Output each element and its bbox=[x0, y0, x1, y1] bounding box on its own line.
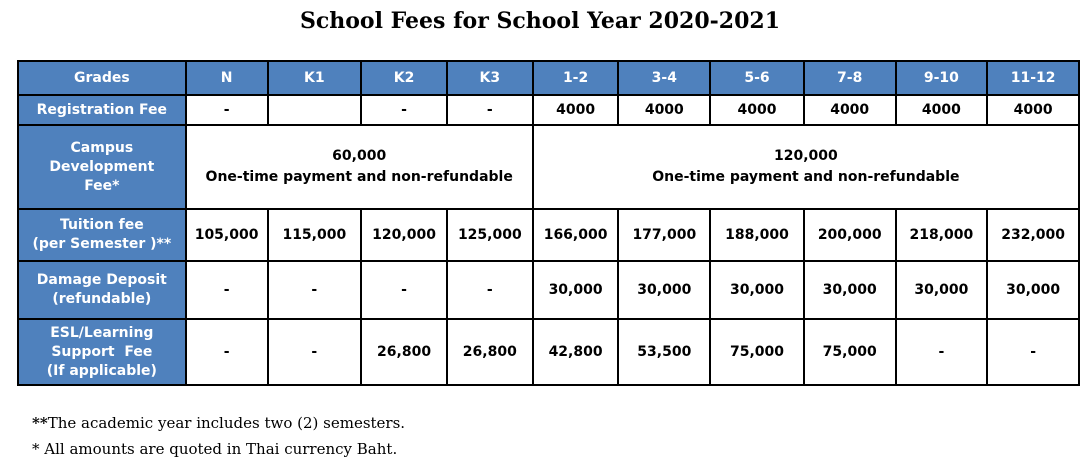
fee-cell: 4000 bbox=[533, 95, 619, 125]
fee-cell: 26,800 bbox=[447, 319, 533, 385]
campus-fee-amount: 120,000 bbox=[773, 148, 838, 164]
fee-cell: 75,000 bbox=[804, 319, 896, 385]
grade-header: K1 bbox=[268, 61, 362, 95]
fee-cell: 30,000 bbox=[804, 261, 896, 319]
fee-cell: 30,000 bbox=[710, 261, 804, 319]
label-line: ESL/Learning bbox=[50, 324, 154, 341]
fee-cell: 105,000 bbox=[186, 209, 268, 261]
fee-cell: 4000 bbox=[710, 95, 804, 125]
registration-fee-label: Registration Fee bbox=[18, 95, 186, 125]
fee-cell: 218,000 bbox=[896, 209, 988, 261]
fee-cell: 125,000 bbox=[447, 209, 533, 261]
fee-cell: - bbox=[268, 319, 362, 385]
tuition-fee-label bbox=[18, 209, 186, 261]
fee-cell: 30,000 bbox=[618, 261, 710, 319]
label-subline: (per Semester )** bbox=[32, 236, 172, 252]
fee-cell: 4000 bbox=[618, 95, 710, 125]
registration-fee-row bbox=[18, 95, 1079, 125]
fee-cell: - bbox=[447, 261, 533, 319]
fee-cell: 177,000 bbox=[618, 209, 710, 261]
fee-cell bbox=[268, 95, 362, 125]
fee-cell: 75,000 bbox=[710, 319, 804, 385]
grades-header-row bbox=[18, 61, 1079, 95]
grade-header: 9-10 bbox=[896, 61, 988, 95]
label-line: Damage Deposit bbox=[36, 272, 167, 288]
fee-cell: 115,000 bbox=[268, 209, 362, 261]
grades-header-label: Grades bbox=[18, 61, 186, 95]
campus-fee-note: One-time payment and non-refundable bbox=[652, 169, 960, 185]
esl-support-fee-label bbox=[18, 319, 186, 385]
label-line: Campus bbox=[70, 139, 134, 156]
fee-cell: - bbox=[186, 261, 268, 319]
grade-header: N bbox=[186, 61, 268, 95]
fee-cell: - bbox=[186, 95, 268, 125]
fee-cell: 30,000 bbox=[896, 261, 988, 319]
fee-cell: - bbox=[361, 261, 447, 319]
label-line: Support Fee bbox=[51, 343, 153, 360]
fee-cell: 4000 bbox=[987, 95, 1079, 125]
fee-cell: 42,800 bbox=[533, 319, 619, 385]
fee-cell: - bbox=[268, 261, 362, 319]
grade-header: 7-8 bbox=[804, 61, 896, 95]
fee-cell: 120,000 bbox=[361, 209, 447, 261]
fee-cell: 4000 bbox=[896, 95, 988, 125]
fee-cell: 30,000 bbox=[533, 261, 619, 319]
label-line: (If applicable) bbox=[46, 362, 157, 379]
fee-cell: 4000 bbox=[804, 95, 896, 125]
fee-cell: - bbox=[987, 319, 1079, 385]
primary-campus-fee bbox=[533, 125, 1079, 209]
fee-cell: 200,000 bbox=[804, 209, 896, 261]
currency-footnote: * All amounts are quoted in Thai currency Baht. bbox=[32, 440, 398, 458]
grade-header: 1-2 bbox=[533, 61, 619, 95]
grade-header: 11-12 bbox=[987, 61, 1079, 95]
grade-header: K2 bbox=[361, 61, 447, 95]
footnote-stars: ** bbox=[32, 414, 48, 432]
campus-fee-amount: 60,000 bbox=[332, 148, 387, 164]
fee-cell: 166,000 bbox=[533, 209, 619, 261]
campus-development-fee-label bbox=[18, 125, 186, 209]
kindergarten-campus-fee bbox=[186, 125, 533, 209]
semester-footnote bbox=[32, 414, 405, 432]
damage-deposit-row bbox=[18, 261, 1079, 319]
label-subline: (refundable) bbox=[52, 291, 152, 307]
damage-deposit-label bbox=[18, 261, 186, 319]
campus-fee-note: One-time payment and non-refundable bbox=[205, 169, 513, 185]
fee-cell: - bbox=[361, 95, 447, 125]
campus-development-fee-row bbox=[18, 125, 1079, 209]
footnote-text: The academic year includes two (2) semesters. bbox=[47, 414, 406, 432]
label-line: Tuition fee bbox=[59, 217, 144, 233]
grade-header: K3 bbox=[447, 61, 533, 95]
esl-support-fee-row bbox=[18, 319, 1079, 385]
fee-cell: 188,000 bbox=[710, 209, 804, 261]
fee-cell: 232,000 bbox=[987, 209, 1079, 261]
fee-cell: - bbox=[896, 319, 988, 385]
fee-cell: 30,000 bbox=[987, 261, 1079, 319]
page-title: School Fees for School Year 2020-2021 bbox=[299, 8, 780, 34]
grade-header: 3-4 bbox=[618, 61, 710, 95]
fee-cell: 53,500 bbox=[618, 319, 710, 385]
fee-cell: - bbox=[186, 319, 268, 385]
fee-cell: - bbox=[447, 95, 533, 125]
label-line: Development bbox=[49, 158, 155, 175]
tuition-fee-row bbox=[18, 209, 1079, 261]
fees-table bbox=[17, 60, 1080, 386]
label-line: Fee* bbox=[84, 177, 120, 194]
grade-header: 5-6 bbox=[710, 61, 804, 95]
fee-cell: 26,800 bbox=[361, 319, 447, 385]
